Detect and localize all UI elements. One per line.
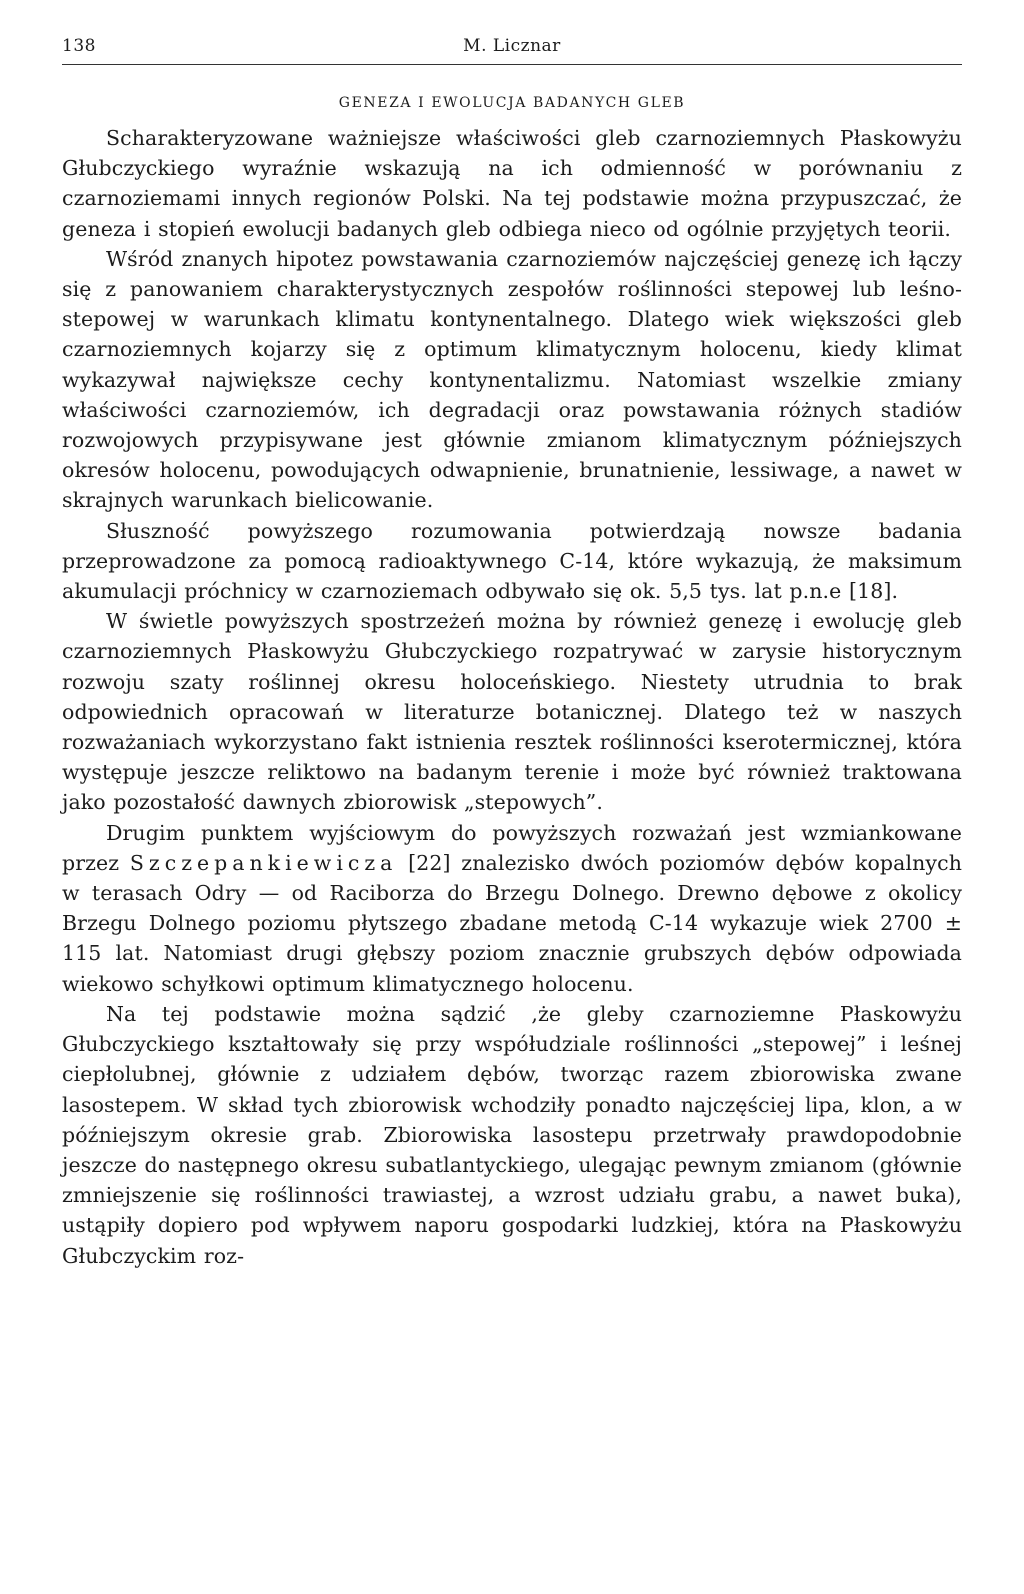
running-title: M. Licznar [463,36,561,56]
header-rule [62,64,962,65]
section-heading: GENEZA I EWOLUCJA BADANYCH GLEB [338,95,686,111]
paragraph-6: Na tej podstawie można sądzić ,że gleby czarnoziemne Płaskowyżu Głubczyckiego kształtowały się przy współudziale roślinności „stepowej” i leśnej ciepłolubnej, głównie z udziałem dębów, tworząc razem zbiorowiska zwane lasostepem. W skład tych zbiorowisk wchodziły ponadto najczęściej lipa, klon, a w późniejszym okresie grab. Zbiorowiska lasostepu przetrwały prawdopodobnie jeszcze do następnego okresu subatlantyckiego, ulegając pewnym zmianom (głównie zmniejszenie się roślinności trawiastej, a wzrost udziału grabu, a nawet buka), ustąpiły dopiero pod wpływem naporu gospodarki ludzkiej, która na Płaskowyżu Głubczyckim roz- [62,1001,962,1268]
paragraph-5-intro: Drugim punktem wyjściowym do powyższych rozważań jest wzmiankowane przez [62,820,962,875]
paragraph-3: Słuszność powyższego rozumowania potwierdzają nowsze badania przeprowadzone za pomocą radioaktywnego C-14, które wykazują, że maksimum akumulacji próchnicy w czarnoziemach odbywało się ok. 5,5 tys. lat p.n.e [18]. [62,518,962,604]
paragraph-5 [62,818,962,999]
paragraph-5-rest: [22] znalezisko dwóch poziomów dębów kopalnych w terasach Odry — od Raciborza do Brzegu Dolnego. Drewno dębowe z okolicy Brzegu Dolnego poziomu płytszego zbadane metodą C-14 wykazuje wiek 2700 ± 115 lat. Natomiast drugi głębszy poziom znacznie grubszych dębów odpowiada wiekowo schyłkowi optimum klimatycznego holocenu. [62,850,962,996]
running-head [62,28,962,58]
paragraph-4: W świetle powyższych spostrzeżeń można by również genezę i ewolucję gleb czarnoziemnych Płaskowyżu Głubczyckiego rozpatrywać w zarysie historycznym rozwoju szaty roślinnej okresu holoceńskiego. Niestety utrudnia to brak odpowiednich opracowań w literaturze botanicznej. Dlatego też w naszych rozważaniach wykorzystano fakt istnienia resztek roślinności kserotermicznej, która występuje jeszcze reliktowo na badanym terenie i może być również traktowana jako pozostałość dawnych zbiorowisk „stepowych”. [62,609,962,815]
page-number: 138 [62,36,96,56]
cited-author: Szczepankiewicza [129,850,398,875]
paragraph-1: Scharakteryzowane ważniejsze właściwości gleb czarnoziemnych Płaskowyżu Głubczyckiego wyraźnie wskazują na ich odmienność w porównaniu z czarnoziemami innych regionów Polski. Na tej podstawie można przypuszczać, że geneza i stopień ewolucji badanych gleb odbiega nieco od ogólnie przyjętych teorii. [62,126,962,241]
page [62,28,962,1271]
body-text [62,123,962,1271]
paragraph-2: Wśród znanych hipotez powstawania czarnoziemów najczęściej genezę ich łączy się z panowaniem charakterystycznych zespołów roślinności stepowej lub leśno-stepowej w warunkach klimatu kontynentalnego. Dlatego wiek większości gleb czarnoziemnych kojarzy się z optimum klimatycznym holocenu, kiedy klimat wykazywał największe cechy kontynentalizmu. Natomiast wszelkie zmiany właściwości czarnoziemów, ich degradacji oraz powstawania różnych stadiów rozwojowych przypisywane jest głównie zmianom klimatycznym późniejszych okresów holocenu, powodujących odwapnienie, brunatnienie, lessiwage, a nawet w skrajnych warunkach bielicowanie. [62,246,962,513]
